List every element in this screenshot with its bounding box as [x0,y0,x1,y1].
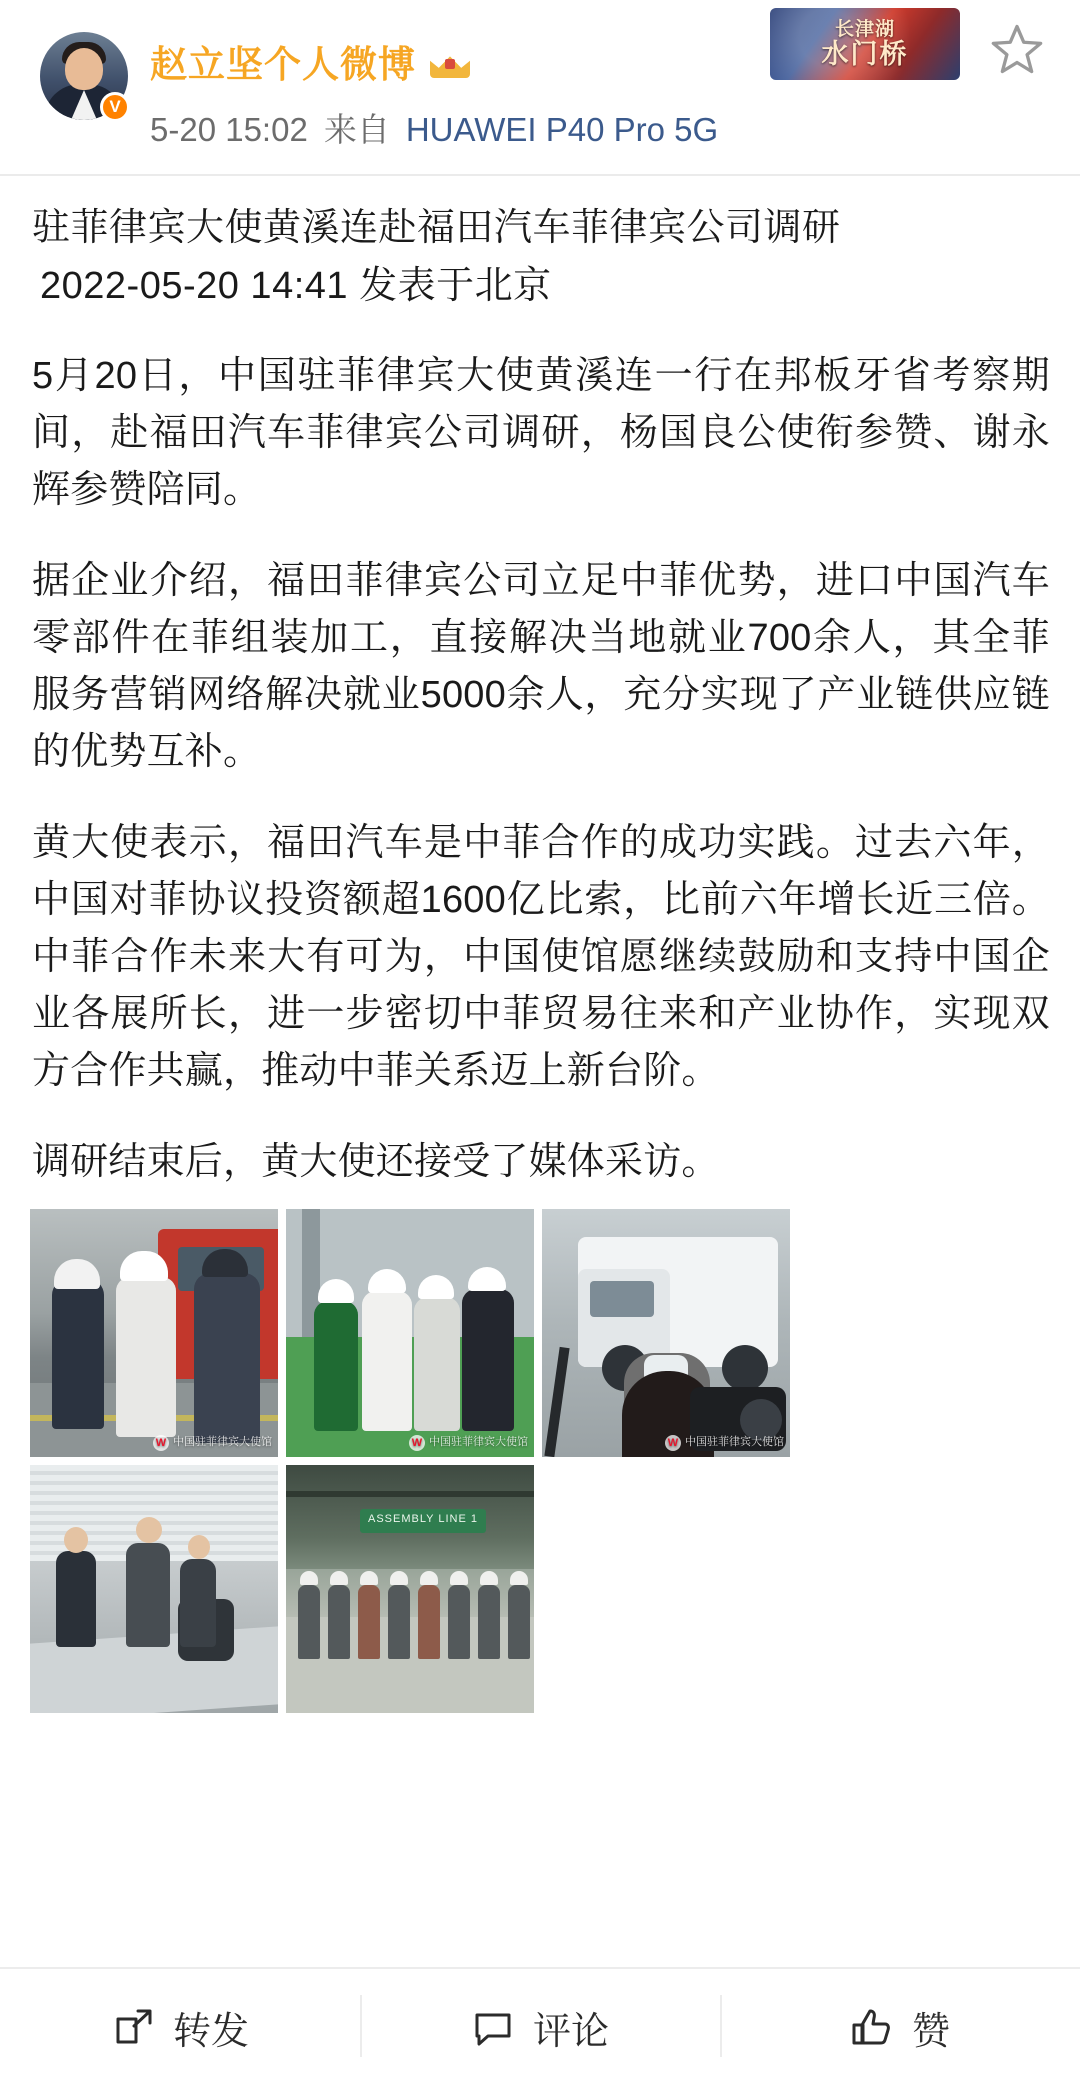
post-header [0,0,1080,168]
image-watermark [665,1435,784,1451]
watermark-text: 中国驻菲律宾大使馆 [685,1436,784,1449]
promo-badge-line2: 水门桥 [821,38,909,69]
comment-button[interactable] [360,1969,720,2085]
post-meta [150,104,1052,151]
weibo-logo-icon: W [153,1435,169,1451]
post-content [0,176,1080,1191]
weibo-logo-icon: W [665,1435,681,1451]
group-photo-people [286,1575,534,1659]
promo-badge-line1: 长津湖 [834,18,895,40]
repost-button[interactable] [0,1969,360,2085]
post-paragraph: 5月20日，中国驻菲律宾大使黄溪连一行在邦板牙省考察期间，赴福田汽车菲律宾公司调研，杨国良公使衔参赞、谢永辉参赞陪同。 [32,354,1050,511]
post-subtitle: 2022-05-20 14:41 发表于北京 [40,264,552,307]
assembly-line-sign: ASSEMBLY LINE 1 [368,1512,478,1525]
post-image[interactable] [30,1465,278,1713]
avatar[interactable] [40,32,128,120]
like-label: 赞 [911,2010,950,2053]
promo-badge-text [770,8,960,80]
post-device[interactable]: HUAWEI P40 Pro 5G [405,111,719,148]
post-image[interactable] [286,1465,534,1713]
comment-label: 评论 [532,2010,609,2053]
promo-badge[interactable] [770,8,960,80]
post-paragraph: 黄大使表示，福田汽车是中菲合作的成功实践。过去六年，中国对菲协议投资额超1600亿比索，比前六年增长近三倍。中菲合作未来大有可为，中国使馆愿继续鼓励和支持中国企业各展所长，进一步密切中菲贸易往来和产业协作，实现双方合作共赢，推动中菲关系迈上新台阶。 [32,821,1050,1092]
post-title: 驻菲律宾大使黄溪连赴福田汽车菲律宾公司调研 [32,207,841,249]
comment-icon [471,2005,515,2049]
post-paragraph: 据企业介绍，福田菲律宾公司立足中菲优势，进口中国汽车零部件在菲组装加工，直接解决当地就业700余人，其全菲服务营销网络解决就业5000余人，充分实现了产业链供应链的优势互补。 [32,559,1050,773]
star-outline-icon[interactable] [990,22,1044,76]
image-watermark [153,1435,272,1451]
action-bar [0,1967,1080,2085]
post-paragraph: 调研结束后，黄大使还接受了媒体采访。 [32,1140,720,1183]
image-watermark [409,1435,528,1451]
image-grid [30,1209,1050,1713]
verified-badge-icon: V [100,92,130,122]
source-prefix: 来自 [323,111,390,148]
watermark-text: 中国驻菲律宾大使馆 [429,1436,528,1449]
share-icon [111,2005,155,2049]
weibo-logo-icon: W [409,1435,425,1451]
watermark-text: 中国驻菲律宾大使馆 [173,1436,272,1449]
post-image[interactable] [542,1209,790,1457]
author-name[interactable]: 赵立坚个人微博 [150,44,416,85]
post-image[interactable] [286,1209,534,1457]
crown-icon [430,44,470,78]
post-timestamp: 5-20 15:02 [150,111,308,148]
repost-label: 转发 [172,2010,249,2053]
post-image[interactable] [30,1209,278,1457]
like-icon [850,2005,894,2049]
like-button[interactable] [720,1969,1080,2085]
